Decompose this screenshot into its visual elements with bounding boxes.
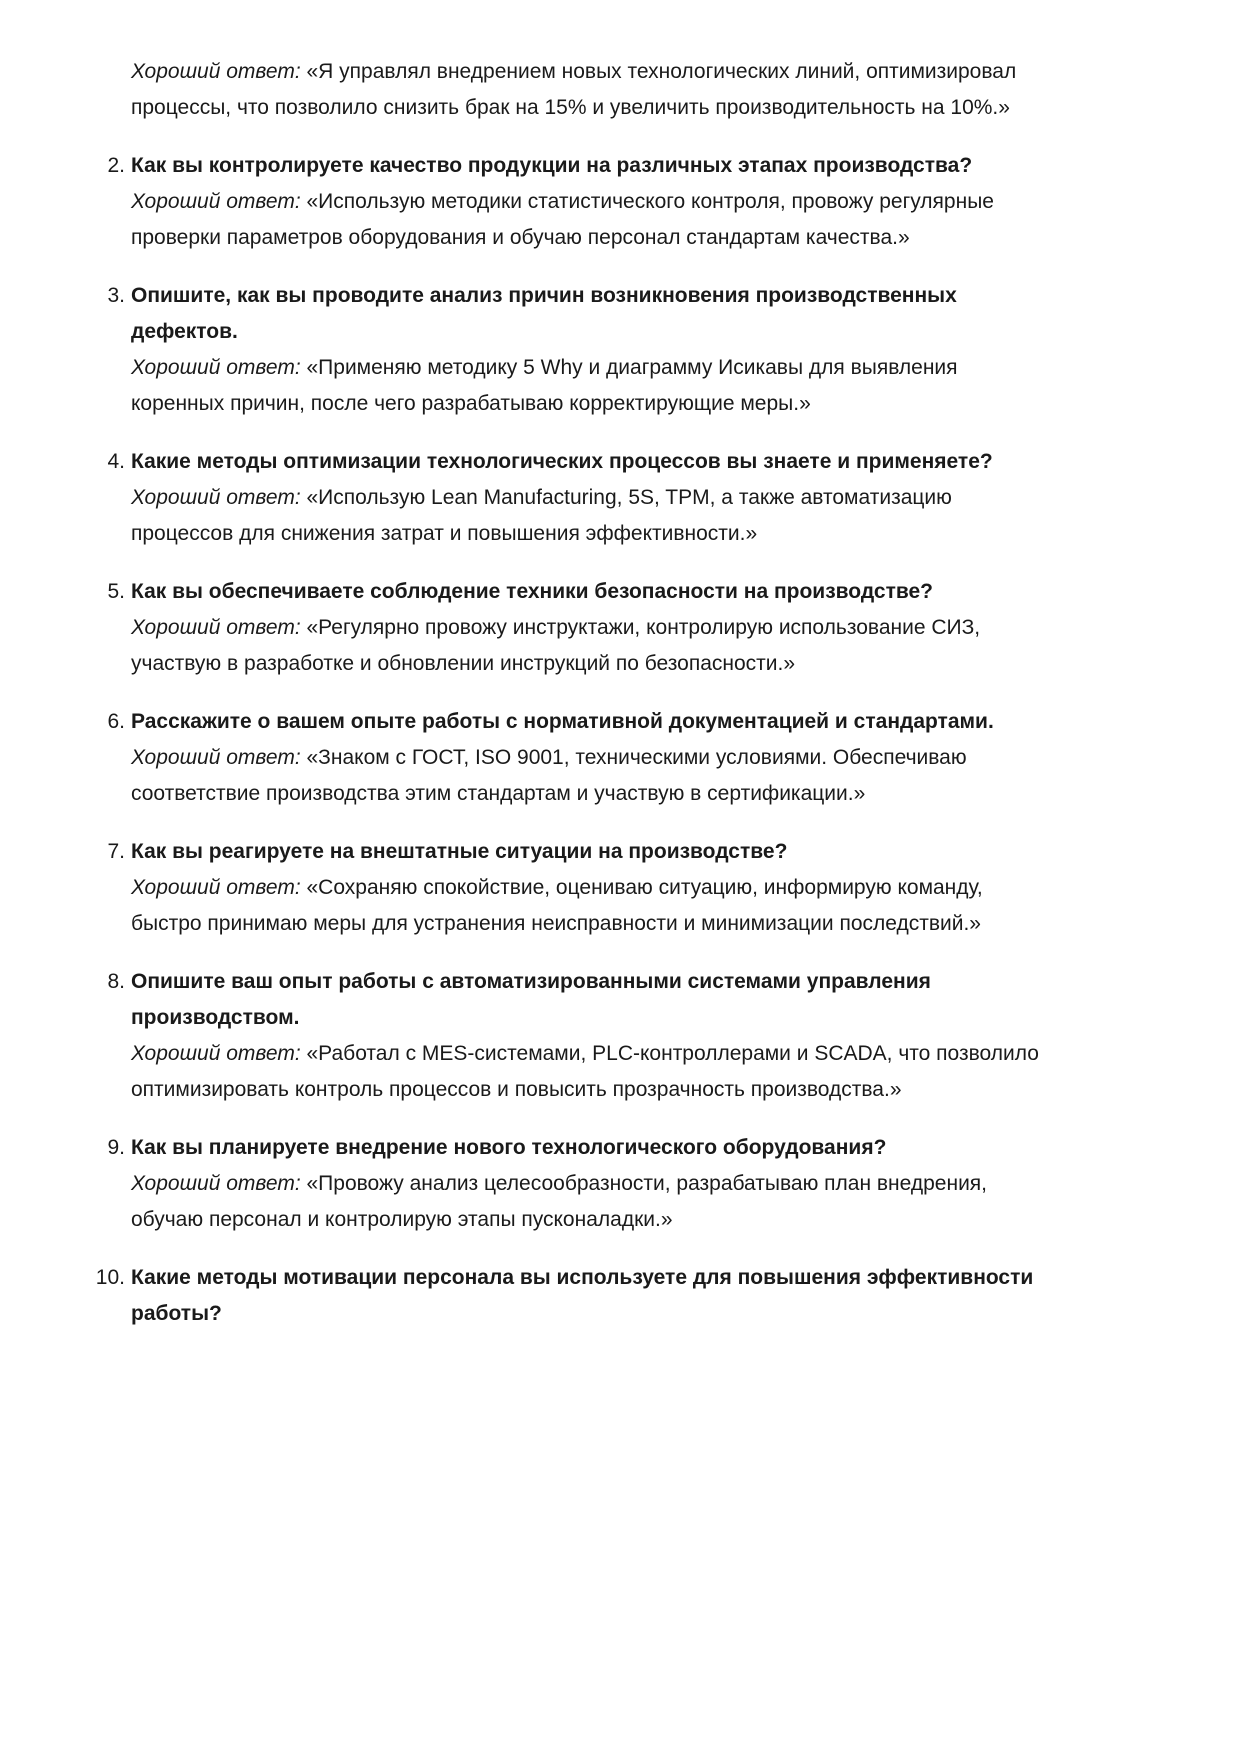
answer-label: Хороший ответ: [131, 1042, 301, 1065]
answer [131, 184, 1041, 256]
list-item [107, 574, 1041, 682]
answer-label: Хороший ответ: [131, 616, 301, 639]
item-number: 3. [107, 284, 125, 307]
question: Опишите ваш опыт работы с автоматизированными системами управления производством. [131, 970, 931, 1029]
list-item [107, 278, 1041, 422]
answer [131, 54, 1041, 126]
answer [131, 870, 1041, 942]
answer-label: Хороший ответ: [131, 60, 301, 83]
question: Какие методы мотивации персонала вы используете для повышения эффективности работы? [131, 1266, 1034, 1325]
answer-label: Хороший ответ: [131, 356, 301, 379]
answer-label: Хороший ответ: [131, 746, 301, 769]
list-item [107, 444, 1041, 552]
answer [131, 740, 1041, 812]
answer-text: «Я управлял внедрением новых технологических линий, оптимизировал процессы, что позволило снизить брак на 15% и увеличить производительность на 10%.» [131, 60, 1017, 119]
answer-text: «Применяю методику 5 Why и диаграмму Исикавы для выявления коренных причин, после чего разрабатываю корректирующие меры.» [131, 356, 958, 415]
question: Как вы обеспечиваете соблюдение техники безопасности на производстве? [131, 580, 933, 603]
answer-text: «Регулярно провожу инструктажи, контролирую использование СИЗ, участвую в разработке и обновлении инструкций по безопасности.» [131, 616, 981, 675]
list-item [107, 1130, 1041, 1238]
list-item [107, 148, 1041, 256]
answer-text: «Использую Lean Manufacturing, 5S, TPM, а также автоматизацию процессов для снижения затрат и повышения эффективности.» [131, 486, 952, 545]
question: Как вы реагируете на внештатные ситуации на производстве? [131, 840, 788, 863]
answer [131, 610, 1041, 682]
item-number: 4. [107, 450, 125, 473]
answer-text: «Знаком с ГОСТ, ISO 9001, техническими условиями. Обеспечиваю соответствие производства этим стандартам и участвую в сертификации.» [131, 746, 967, 805]
question: Опишите, как вы проводите анализ причин возникновения производственных дефектов. [131, 284, 957, 343]
answer [131, 350, 1041, 422]
item-number: 8. [107, 970, 125, 993]
question: Как вы планируете внедрение нового технологического оборудования? [131, 1136, 887, 1159]
answer-label: Хороший ответ: [131, 876, 301, 899]
list-item [107, 704, 1041, 812]
answer-text: «Работал с MES-системами, PLC-контроллерами и SCADA, что позволило оптимизировать контроль процессов и повысить прозрачность производства.» [131, 1042, 1039, 1101]
document-body [95, 54, 1041, 1354]
item-number: 10. [95, 1266, 125, 1289]
answer-text: «Использую методики статистического контроля, провожу регулярные проверки параметров оборудования и обучаю персонал стандартам качества.» [131, 190, 994, 249]
question: Какие методы оптимизации технологических процессов вы знаете и применяете? [131, 450, 993, 473]
item-number: 7. [107, 840, 125, 863]
answer [131, 480, 1041, 552]
answer [131, 1036, 1041, 1108]
answer-text: «Сохраняю спокойствие, оцениваю ситуацию, информирую команду, быстро принимаю меры для устранения неисправности и минимизации последствий.» [131, 876, 983, 935]
item-number: 2. [107, 154, 125, 177]
item-number: 9. [107, 1136, 125, 1159]
answer-label: Хороший ответ: [131, 1172, 301, 1195]
answer-label: Хороший ответ: [131, 190, 301, 213]
question: Расскажите о вашем опыте работы с нормативной документацией и стандартами. [131, 710, 994, 733]
question: Как вы контролируете качество продукции на различных этапах производства? [131, 154, 973, 177]
answer-text: «Провожу анализ целесообразности, разрабатываю план внедрения, обучаю персонал и контролирую этапы пусконаладки.» [131, 1172, 988, 1231]
item-number: 5. [107, 580, 125, 603]
answer-label: Хороший ответ: [131, 486, 301, 509]
answer [131, 1166, 1041, 1238]
list-item [107, 964, 1041, 1108]
item-number: 6. [107, 710, 125, 733]
list-item [107, 834, 1041, 942]
list-item [131, 54, 1041, 126]
list-item [95, 1260, 1041, 1332]
